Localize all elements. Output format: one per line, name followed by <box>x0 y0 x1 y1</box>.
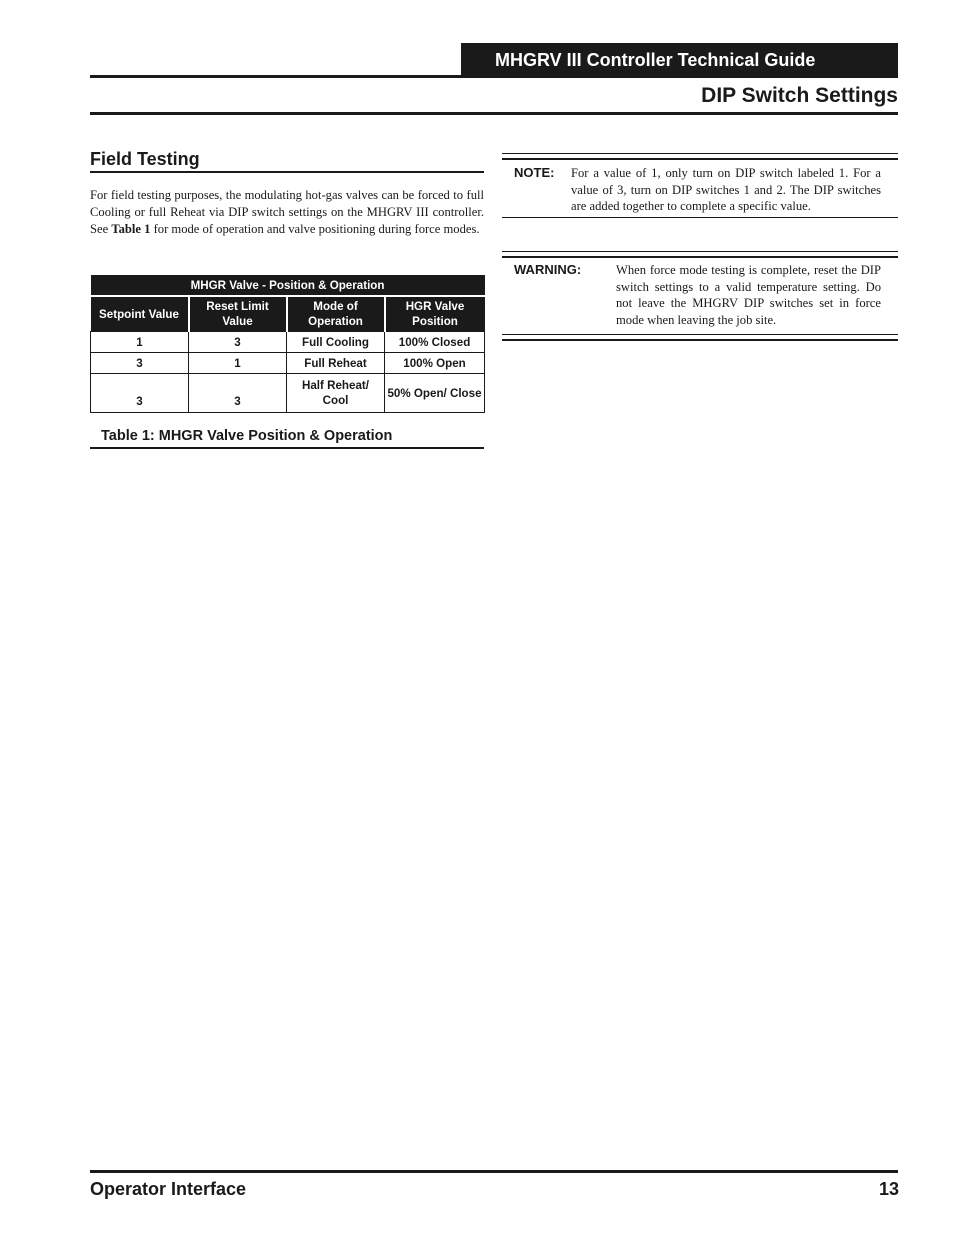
table-row <box>91 353 485 374</box>
warning-bottom-rule <box>502 339 898 341</box>
column-header-reset-limit: Reset Limit Value <box>189 296 287 332</box>
header-divider <box>90 75 898 78</box>
page-number: 13 <box>878 1179 899 1199</box>
table-row <box>91 374 485 413</box>
table-cell: 1 <box>189 353 287 374</box>
field-testing-heading: Field Testing <box>90 149 200 169</box>
table-title: MHGR Valve - Position & Operation <box>91 275 485 296</box>
note-bottom-rule <box>502 217 898 218</box>
table-cell: 3 <box>189 374 287 413</box>
table-cell: 100% Closed <box>385 332 485 353</box>
table-row <box>91 332 485 353</box>
note-text: For a value of 1, only turn on DIP switch labeled 1. For a value of 3, turn on DIP switches 1 and 2. The DIP switches are added together to complete a specific value. <box>571 166 881 213</box>
warning-text: When force mode testing is complete, reset the DIP switch settings to a valid temperature setting. Do not leave the MHGRV DIP switches set in force mode when leaving the job site. <box>616 263 881 327</box>
caption-divider <box>90 447 484 449</box>
warning-top-rule <box>502 256 898 258</box>
note-top-rule <box>502 158 898 160</box>
note-top-rule-thin <box>502 153 898 154</box>
table-cell: 3 <box>189 332 287 353</box>
guide-title: MHGRV III Controller Technical Guide <box>495 50 816 70</box>
table-cell: Full Reheat <box>287 353 385 374</box>
section-divider <box>90 112 898 115</box>
valve-position-table <box>90 275 485 413</box>
paragraph-text-1: For field testing purposes, the modulating hot-gas valves can be forced to full Cooling or full Reheat via DIP switch settings on the MHGRV III controller. See <box>90 188 484 236</box>
table-cell: 50% Open/ Close <box>385 374 485 413</box>
table-cell: 1 <box>91 332 189 353</box>
column-header-mode: Mode of Operation <box>287 296 385 332</box>
table-cell: 3 <box>91 353 189 374</box>
table-cell: 3 <box>91 374 189 413</box>
footer-section-name: Operator Interface <box>90 1179 247 1199</box>
paragraph-text-2: for mode of operation and valve positioning during force modes. <box>150 222 480 236</box>
table-reference: Table 1 <box>111 222 151 236</box>
table-caption: Table 1: MHGR Valve Position & Operation <box>101 428 393 444</box>
field-testing-paragraph <box>90 187 484 238</box>
column-header-valve-position: HGR Valve Position <box>385 296 485 332</box>
footer-divider <box>90 1170 898 1173</box>
warning-top-rule-thin <box>502 251 898 252</box>
table-cell: Half Reheat/ Cool <box>287 374 385 413</box>
section-title: DIP Switch Settings <box>701 84 898 107</box>
warning-label: WARNING: <box>514 262 582 277</box>
table-cell: Full Cooling <box>287 332 385 353</box>
guide-title-banner <box>461 43 898 77</box>
column-header-setpoint: Setpoint Value <box>91 296 189 332</box>
warning-bottom-rule-thin <box>502 334 898 335</box>
field-testing-divider <box>90 171 484 173</box>
table-cell: 100% Open <box>385 353 485 374</box>
note-label: NOTE: <box>514 165 555 180</box>
